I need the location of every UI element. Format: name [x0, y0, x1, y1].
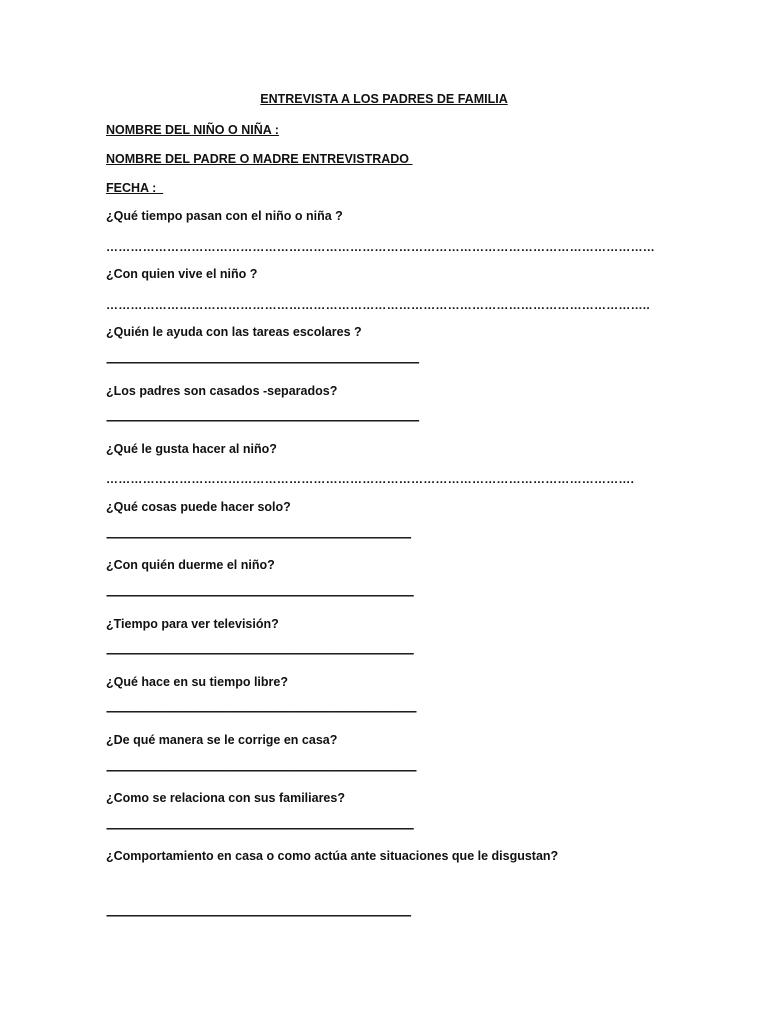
- answer-line[interactable]: --------------------------------------------------------------------------------------------------------------------: [106, 588, 413, 602]
- document-title: ENTREVISTA A LOS PADRES DE FAMILIA: [260, 92, 508, 106]
- question-correction: ¿De qué manera se le corrige en casa?: [106, 733, 338, 747]
- question-parents-status: ¿Los padres son casados -separados?: [106, 384, 338, 398]
- child-name-field: NOMBRE DEL NIÑO O NIÑA :: [106, 123, 279, 137]
- question-lives-with: ¿Con quien vive el niño ?: [106, 267, 258, 281]
- answer-line[interactable]: --------------------------------------------------------------------------------------------------------------------: [106, 646, 413, 660]
- answer-line[interactable]: ………………………………………………………………………………………………………………………: [106, 240, 655, 254]
- question-behavior-at-home: ¿Comportamiento en casa o como actúa ante situaciones que le disgustan?: [106, 849, 559, 863]
- answer-line[interactable]: ……………………………………………………………………………………………………………………..: [106, 298, 650, 312]
- question-family-relations: ¿Como se relaciona con sus familiares?: [106, 791, 345, 805]
- question-time-with-child: ¿Qué tiempo pasan con el niño o niña ?: [106, 209, 343, 223]
- question-sleeps-with: ¿Con quién duerme el niño?: [106, 558, 275, 572]
- question-tv-time: ¿Tiempo para ver televisión?: [106, 617, 279, 631]
- answer-line[interactable]: -------------------------------------------------------------------------------------------------------------------: [106, 908, 411, 922]
- parent-name-field: NOMBRE DEL PADRE O MADRE ENTREVISTRADO: [106, 152, 413, 166]
- question-free-time: ¿Qué hace en su tiempo libre?: [106, 675, 288, 689]
- question-child-likes: ¿Qué le gusta hacer al niño?: [106, 442, 277, 456]
- answer-line[interactable]: -------------------------------------------------------------------------------------------------------------------: [106, 530, 411, 544]
- answer-line[interactable]: ---------------------------------------------------------------------------------------------------------------------: [106, 704, 416, 718]
- answer-line[interactable]: ----------------------------------------------------------------------------------------------------------------------: [106, 413, 419, 427]
- date-field: FECHA :: [106, 181, 164, 195]
- answer-line[interactable]: ………………………………………………………………………………………………………………….: [106, 472, 635, 486]
- answer-line[interactable]: ---------------------------------------------------------------------------------------------------------------------: [106, 763, 416, 777]
- answer-line[interactable]: ----------------------------------------------------------------------------------------------------------------------: [106, 355, 419, 369]
- question-homework-help: ¿Quién le ayuda con las tareas escolares ?: [106, 325, 362, 339]
- answer-line[interactable]: --------------------------------------------------------------------------------------------------------------------: [106, 821, 413, 835]
- question-things-alone: ¿Qué cosas puede hacer solo?: [106, 500, 291, 514]
